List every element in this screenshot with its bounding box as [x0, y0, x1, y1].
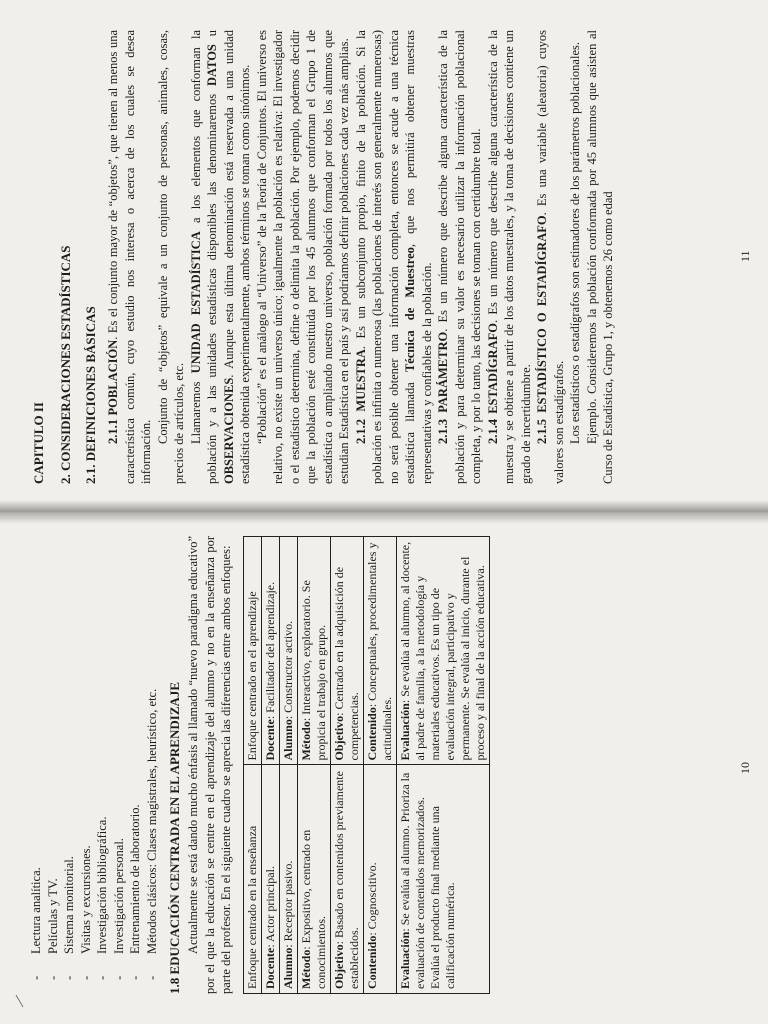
list-item: -Películas y TV. — [45, 878, 60, 980]
paragraph-muestra: 2.1.2 MUESTRA. Es un subconjunto propio, finito de la población. Si la población es infinita o numerosa (las poblaciones de interés son generalmente numerosas) no será posible obtener una información completa, entonces se acude a una técnica estadística llamada Técnica de Muestreo, que nos permitirá obtener muestras representativas y confiables de la población. — [353, 30, 434, 484]
method-list — [28, 536, 160, 980]
table-row: Docente: Actor principal. Docente: Facilitador del aprendizaje. — [261, 537, 279, 994]
header-teaching: Enfoque centrado en la enseñanza — [243, 765, 261, 994]
header-learning: Enfoque centrado en el aprendizaje — [243, 537, 261, 766]
paragraph-poblacion: 2.1.1 POBLACIÓN. Es el conjunto mayor de “objetos”, que tienen al menos una característica común, cuyo estudio nos interesa o acerca de los cuales se desea información. — [106, 30, 154, 484]
comparison-table — [243, 536, 490, 994]
list-item: -Lectura analítica. — [29, 867, 43, 980]
paragraph-estimadores: Los estadísticos o estadígrafos son estimadores de los parámetros poblacionales. — [568, 42, 583, 444]
list-item: -Sistema monitorial. — [62, 856, 76, 980]
list-item: -Investigación personal. — [111, 838, 126, 980]
list-item: -Métodos clásicos: Clases magistrales, heurístico, etc. — [144, 688, 159, 980]
table-header-row — [243, 537, 261, 994]
paragraph-parametro: 2.1.3 PARÁMETRO. Es un número que describe alguna característica de la población y para determinar su valor es necesario utilizar la información poblacional completa, y por lo tanto, las decisiones se toman con certidumbre total. — [436, 29, 484, 484]
chapter-label: CAPITULO II — [31, 402, 46, 484]
table-row: Método: Expositivo, centrado en conocimientos. Método: Interactivo, exploratorio. Se propicia el trabajo en grupo. — [297, 537, 330, 994]
paragraph-ejemplo: Ejemplo. Consideremos la población conformada por 45 alumnos que asisten al Curso de Estadística, Grupo 1, y obtenemos 26 como edad — [584, 30, 616, 484]
paragraph-estadigrafo: 2.1.4 ESTADÍGRAFO. Es un número que describe alguna característica de la muestra y se obtiene a partir de los datos muestrales, y la toma de decisiones contiene un grado de incertidumbre. — [485, 30, 533, 484]
paragraph-universo: “Población” es el análogo al “Universo” de la Teoría de Conjuntos. El universo es relativo, no existe un universo único; igualmente la población es relativa: El investigador o el estadístico determina, define o delimita la población. Por ejemplo, podemos decidir que la población esté constituida por los 45 alumnos que conforman el Grupo 1 de estadística o ampliando nuestro universo, población formada por todos los alumnos que estudian Estadística en el país y así podríamos definir poblaciones cada vez más amplias. — [254, 30, 352, 484]
section-heading: 1.8 EDUCACIÓN CENTRADA EN EL APRENDIZAJE — [167, 681, 182, 994]
paragraph-objetos: Conjunto de “objetos” equivale a un conjunto de personas, animales, cosas, precios de artículos, etc. — [155, 30, 187, 484]
left-page — [0, 512, 768, 1024]
list-item: -Visitas y excursiones. — [78, 845, 93, 980]
list-item: -Entrenamiento de laboratorio. — [128, 804, 142, 980]
table-row: Alumno: Receptor pasivo. Alumno: Constructor activo. — [279, 537, 297, 994]
page-number: 11 — [738, 250, 753, 262]
table-row: Objetivo: Basado en contenidos previamente establecidos. Objetivo: Centrado en la adquisición de competencias. — [330, 537, 363, 994]
intro-paragraph: Actualmente se está dando mucho énfasis al llamado “nuevo paradigma educativo” por el que la educación se centre en el aprendizaje del alumno y no en la enseñanza por parte del profesor. En el siguiente cuadro se aprecia las diferencias entre ambos enfoques: — [186, 536, 234, 994]
page-number: 10 — [738, 762, 753, 774]
list-item: -Investigación bibliográfica. — [95, 816, 109, 980]
table-row: Contenido: Cognoscitivo. Contenido: Conceptuales, procedimentales y actitudinales. — [363, 537, 396, 994]
chapter-title: 2. CONSIDERACIONES ESTADÍSTICAS — [58, 245, 74, 484]
paragraph-estadistico: 2.1.5 ESTADÍSTICO O ESTADÍGRAFO. Es una variable (aleatoria) cuyos valores son estadígrafos. — [535, 29, 566, 484]
section-title: 2.1. DEFINICIONES BÁSICAS — [83, 306, 99, 484]
table-row: Evaluación: Se evalúa al alumno. Prioriza la evaluación de contenidos memorizados. Evalúa el producto final mediante una calificación numérica. Evaluación: Se evalúa al alumno, al docente, al padre de familia, a la metodología y materiales educativos. Es un tipo de evaluación integral, participativo y permanente. Se evalúa al inicio, durante el proceso y al final de la acción educativa. — [396, 537, 489, 994]
paragraph-unidad: Llamaremos UNIDAD ESTADÍSTICA a los elementos que conforman la población y a las unidades estadísticas disponibles las denominaremos DATOS u OBSERVACIONES. Aunque esta última denominación está reservada a una unidad estadística obtenida experimentalmente, ambos términos se toman como sinónimos. — [188, 29, 253, 484]
